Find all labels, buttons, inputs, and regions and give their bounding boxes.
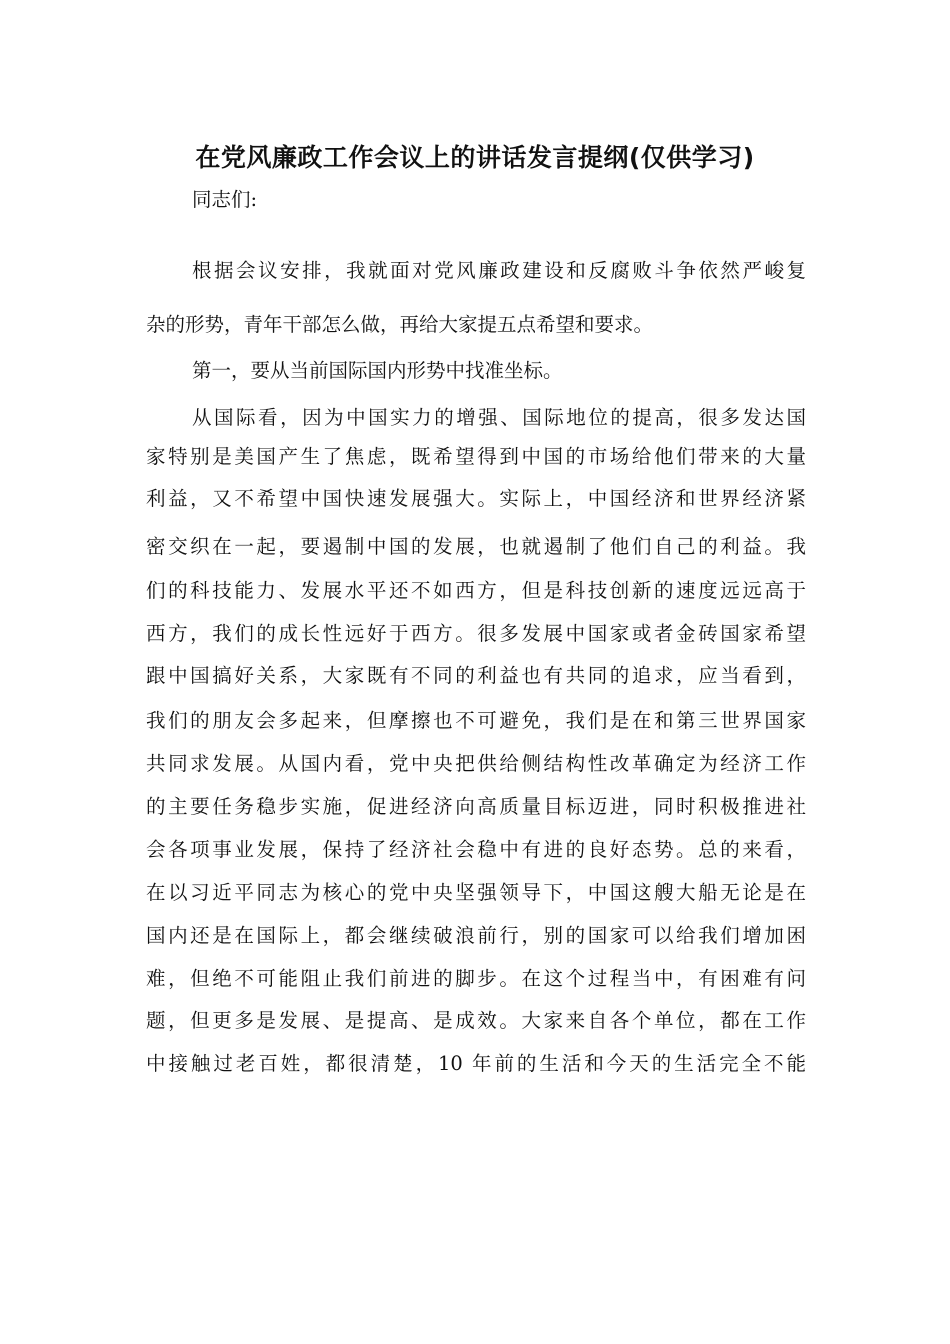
paragraph1-line-1: 根据会议安排，我就面对党风廉政建设和反腐败斗争依然严峻复 <box>192 259 806 282</box>
paragraph3-line-16: 中接触过老百姓，都很清楚，10 年前的生活和今天的生活完全不能 <box>146 1052 806 1075</box>
paragraph3-line-1: 从国际看，因为中国实力的增强、国际地位的提高，很多发达国 <box>192 406 806 429</box>
paragraph3-line-11: 会各项事业发展，保持了经济社会稳中有进的良好态势。总的来看， <box>146 838 806 861</box>
paragraph3-line-10: 的主要任务稳步实施，促进经济向高质量目标迈进，同时积极推进社 <box>146 795 806 818</box>
paragraph3-line-5: 们的科技能力、发展水平还不如西方，但是科技创新的速度远远高于 <box>146 579 806 602</box>
paragraph3-line-13: 国内还是在国际上，都会继续破浪前行，别的国家可以给我们增加困 <box>146 924 806 947</box>
paragraph1-line-2: 杂的形势，青年干部怎么做，再给大家提五点希望和要求。 <box>146 313 654 336</box>
salutation: 同志们: <box>192 188 258 211</box>
paragraph3-line-14: 难，但绝不可能阻止我们前进的脚步。在这个过程当中，有困难有问 <box>146 967 806 990</box>
paragraph3-line-12: 在以习近平同志为核心的党中央坚强领导下，中国这艘大船无论是在 <box>146 881 806 904</box>
paragraph3-line-8: 我们的朋友会多起来，但摩擦也不可避免，我们是在和第三世界国家 <box>146 709 806 732</box>
paragraph3-line-15: 题，但更多是发展、是提高、是成效。大家来自各个单位，都在工作 <box>146 1009 806 1032</box>
paragraph2-line-1: 第一，要从当前国际国内形势中找准坐标。 <box>192 359 563 382</box>
document-title: 在党风廉政工作会议上的讲话发言提纲(仅供学习) <box>195 143 755 172</box>
paragraph3-line-6: 西方，我们的成长性远好于西方。很多发展中国家或者金砖国家希望 <box>146 622 806 645</box>
paragraph3-line-9: 共同求发展。从国内看，党中央把供给侧结构性改革确定为经济工作 <box>146 752 806 775</box>
paragraph3-line-2: 家特别是美国产生了焦虑，既希望得到中国的市场给他们带来的大量 <box>146 445 806 468</box>
paragraph3-line-7: 跟中国搞好关系，大家既有不同的利益也有共同的追求，应当看到， <box>146 664 806 687</box>
paragraph3-line-4: 密交织在一起，要遏制中国的发展，也就遏制了他们自己的利益。我 <box>146 535 806 558</box>
paragraph3-line-3: 利益，又不希望中国快速发展强大。实际上，中国经济和世界经济紧 <box>146 487 806 510</box>
